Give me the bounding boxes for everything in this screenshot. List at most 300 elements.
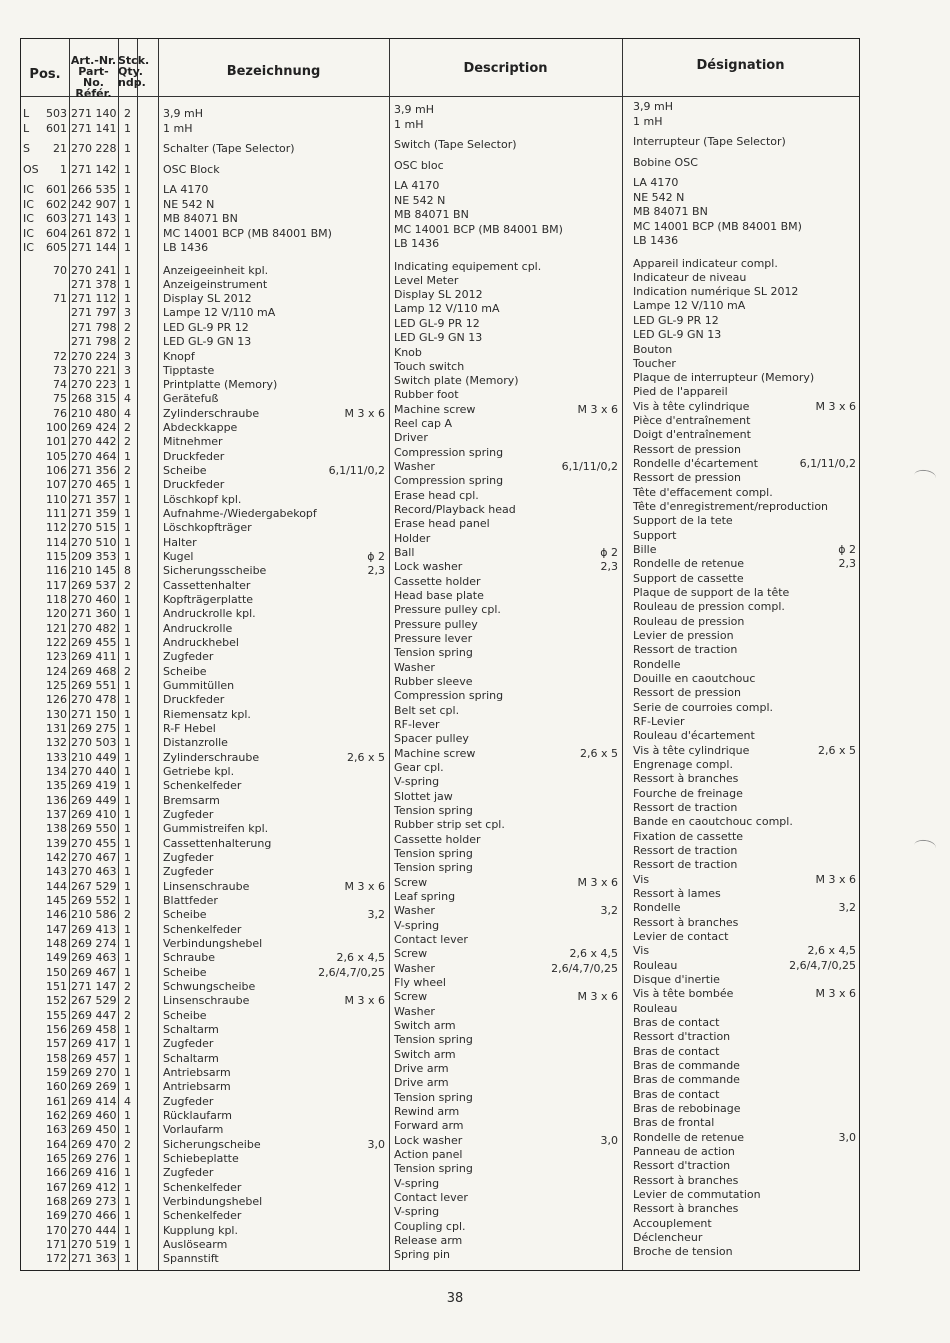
row-pos: 122: [46, 636, 67, 649]
row-qty: 1: [124, 593, 131, 606]
row-bezeichnung-value: M 3 x 6: [344, 407, 385, 420]
row-qty: 1: [124, 478, 131, 491]
row-description: Driver: [394, 431, 428, 444]
row-bezeichnung: Schenkelfeder: [163, 779, 242, 792]
row-bezeichnung: Getriebe kpl.: [163, 765, 235, 778]
row-qty: 1: [124, 1123, 131, 1136]
header-artnr: [69, 55, 118, 99]
row-qty: 3: [124, 306, 131, 319]
row-designation: Rondelle: [633, 658, 681, 671]
row-bezeichnung: Linsenschraube: [163, 994, 250, 1007]
row-pos: 171: [46, 1238, 67, 1251]
row-pos: 151: [46, 980, 67, 993]
row-description: Erase head panel: [394, 517, 490, 530]
row-description: Action panel: [394, 1148, 463, 1161]
row-description: Indicating equipement cpl.: [394, 260, 542, 273]
row-qty: 4: [124, 392, 131, 405]
row-designation: Fourche de freinage: [633, 787, 743, 800]
row-bezeichnung: 1 mH: [163, 122, 193, 135]
header-artnr-de: Art.-Nr.: [70, 54, 117, 67]
row-description: Rubber foot: [394, 388, 459, 401]
row-description: Holder: [394, 532, 431, 545]
row-bezeichnung: Distanzrolle: [163, 736, 228, 749]
row-bezeichnung: Antriebsarm: [163, 1080, 231, 1093]
row-designation: Ressort de traction: [633, 844, 738, 857]
row-art-nr: 269 460: [71, 1109, 117, 1122]
row-description: Washer: [394, 661, 435, 674]
row-description: Tension spring: [394, 1162, 473, 1175]
row-pos: 135: [46, 779, 67, 792]
row-description: V-spring: [394, 1177, 440, 1190]
row-pos: 116: [46, 564, 67, 577]
row-description: Switch plate (Memory): [394, 374, 519, 387]
row-designation-value: ϕ 2: [838, 543, 856, 556]
row-designation: Tête d'enregistrement/reproduction: [633, 500, 829, 513]
row-designation: Ressort à branches: [633, 1202, 739, 1215]
row-description: NE 542 N: [394, 194, 446, 207]
row-description: Pressure lever: [394, 632, 473, 645]
row-prefix: IC: [23, 241, 34, 254]
row-pos: 166: [46, 1166, 67, 1179]
row-bezeichnung: Scheibe: [163, 464, 207, 477]
row-qty: 1: [124, 142, 131, 155]
row-designation: Bras de contact: [633, 1088, 720, 1101]
row-pos: 134: [46, 765, 67, 778]
row-bezeichnung: OSC Block: [163, 163, 220, 176]
row-qty: 8: [124, 564, 131, 577]
row-description: Compression spring: [394, 689, 504, 702]
row-description: LA 4170: [394, 179, 440, 192]
row-bezeichnung: Bremsarm: [163, 794, 220, 807]
row-designation: Douille en caoutchouc: [633, 672, 756, 685]
row-bezeichnung: Schaltarm: [163, 1052, 219, 1065]
row-description: Tension spring: [394, 1091, 473, 1104]
row-art-nr: 261 872: [71, 227, 117, 240]
row-pos: 112: [46, 521, 67, 534]
row-art-nr: 270 463: [71, 865, 117, 878]
row-bezeichnung: Zylinderschraube: [163, 407, 260, 420]
row-designation: Serie de courroies compl.: [633, 701, 774, 714]
row-art-nr: 270 464: [71, 450, 117, 463]
row-art-nr: 271 797: [71, 306, 117, 319]
row-designation-value: M 3 x 6: [815, 873, 856, 886]
row-art-nr: 270 466: [71, 1209, 117, 1222]
row-description: Screw: [394, 947, 428, 960]
row-designation: Ressort de pression: [633, 443, 741, 456]
row-qty: 1: [124, 1209, 131, 1222]
row-art-nr: 271 357: [71, 493, 117, 506]
row-pos: 117: [46, 579, 67, 592]
row-qty: 1: [124, 1195, 131, 1208]
row-designation-value: 6,1/11/0,2: [799, 457, 856, 470]
row-qty: 1: [124, 779, 131, 792]
row-qty: 1: [124, 865, 131, 878]
row-description: V-spring: [394, 775, 440, 788]
row-qty: 1: [124, 622, 131, 635]
row-bezeichnung: Spannstift: [163, 1252, 219, 1265]
row-designation: Ressort à branches: [633, 772, 739, 785]
row-description: Forward arm: [394, 1119, 464, 1132]
row-bezeichnung: Printplatte (Memory): [163, 378, 278, 391]
row-art-nr: 270 221: [71, 364, 117, 377]
row-description: MC 14001 BCP (MB 84001 BM): [394, 223, 563, 236]
row-designation: Tête d'effacement compl.: [633, 486, 773, 499]
row-description: 3,9 mH: [394, 103, 434, 116]
row-art-nr: 269 276: [71, 1152, 117, 1165]
row-pos: 115: [46, 550, 67, 563]
row-qty: 1: [124, 923, 131, 936]
row-qty: 1: [124, 1181, 131, 1194]
row-pos: 162: [46, 1109, 67, 1122]
row-designation: Support: [633, 529, 677, 542]
row-bezeichnung: Druckfeder: [163, 693, 225, 706]
row-art-nr: 269 424: [71, 421, 117, 434]
row-art-nr: 270 460: [71, 593, 117, 606]
row-qty: 1: [124, 880, 131, 893]
row-pos: 125: [46, 679, 67, 692]
row-bezeichnung: Display SL 2012: [163, 292, 252, 305]
row-bezeichnung-value: ϕ 2: [367, 550, 385, 563]
row-description: Contact lever: [394, 933, 468, 946]
row-description-value: 2,3: [600, 560, 618, 573]
row-designation: Rondelle: [633, 901, 681, 914]
row-qty: 2: [124, 335, 131, 348]
row-designation: Ressort de traction: [633, 858, 738, 871]
row-art-nr: 209 353: [71, 550, 117, 563]
row-bezeichnung: MC 14001 BCP (MB 84001 BM): [163, 227, 332, 240]
row-art-nr: 266 535: [71, 183, 117, 196]
row-designation-value: M 3 x 6: [815, 400, 856, 413]
row-bezeichnung: Zugfeder: [163, 865, 214, 878]
row-designation: Indication numérique SL 2012: [633, 285, 799, 298]
row-description: Level Meter: [394, 274, 459, 287]
row-pos: 139: [46, 837, 67, 850]
row-pos: 163: [46, 1123, 67, 1136]
row-art-nr: 270 519: [71, 1238, 117, 1251]
header-artnr-en: Part-No.: [78, 65, 109, 89]
row-qty: 1: [124, 1238, 131, 1251]
row-designation: Vis à tête cylindrique: [633, 744, 750, 757]
row-designation: Broche de tension: [633, 1245, 733, 1258]
row-bezeichnung: Anzeigeinstrument: [163, 278, 268, 291]
row-description-value: 3,0: [600, 1134, 618, 1147]
row-art-nr: 270 478: [71, 693, 117, 706]
row-pos: 601: [46, 183, 67, 196]
row-designation: Rouleau de pression compl.: [633, 600, 785, 613]
row-designation: Rondelle d'écartement: [633, 457, 758, 470]
row-designation: Toucher: [633, 357, 676, 370]
row-bezeichnung: LED GL-9 GN 13: [163, 335, 252, 348]
row-description: Drive arm: [394, 1062, 449, 1075]
row-bezeichnung-value: 2,6 x 4,5: [336, 951, 385, 964]
row-bezeichnung: MB 84071 BN: [163, 212, 238, 225]
row-qty: 2: [124, 980, 131, 993]
row-designation: NE 542 N: [633, 191, 685, 204]
row-pos: 148: [46, 937, 67, 950]
row-art-nr: 271 363: [71, 1252, 117, 1265]
row-pos: 132: [46, 736, 67, 749]
row-pos: 160: [46, 1080, 67, 1093]
row-qty: 1: [124, 1066, 131, 1079]
row-art-nr: 269 412: [71, 1181, 117, 1194]
row-pos: 172: [46, 1252, 67, 1265]
row-description: Slottet jaw: [394, 790, 453, 803]
row-designation: Plaque de support de la tête: [633, 586, 790, 599]
row-art-nr: 271 144: [71, 241, 117, 254]
row-description: RF-lever: [394, 718, 440, 731]
row-designation: Vis: [633, 873, 650, 886]
row-bezeichnung: Rücklaufarm: [163, 1109, 232, 1122]
row-description: OSC bloc: [394, 159, 444, 172]
row-qty: 1: [124, 227, 131, 240]
row-designation: Ressort de traction: [633, 801, 738, 814]
row-description: MB 84071 BN: [394, 208, 469, 221]
row-qty: 2: [124, 908, 131, 921]
row-bezeichnung: Scheibe: [163, 1009, 207, 1022]
row-art-nr: 271 140: [71, 107, 117, 120]
row-qty: 1: [124, 1023, 131, 1036]
row-description: Screw: [394, 990, 428, 1003]
row-qty: 1: [124, 1166, 131, 1179]
row-qty: 1: [124, 894, 131, 907]
row-pos: 165: [46, 1152, 67, 1165]
row-bezeichnung: Schwungscheibe: [163, 980, 256, 993]
row-pos: 170: [46, 1224, 67, 1237]
row-art-nr: 269 416: [71, 1166, 117, 1179]
row-description: Machine screw: [394, 403, 476, 416]
row-qty: 2: [124, 107, 131, 120]
row-pos: 138: [46, 822, 67, 835]
row-qty: 1: [124, 163, 131, 176]
row-pos: 152: [46, 994, 67, 1007]
row-art-nr: 210 480: [71, 407, 117, 420]
row-pos: 100: [46, 421, 67, 434]
row-designation: Ressort de pression: [633, 471, 741, 484]
row-designation-value: 3,0: [838, 1131, 856, 1144]
row-description: Switch arm: [394, 1048, 456, 1061]
row-qty: 1: [124, 1152, 131, 1165]
row-art-nr: 269 551: [71, 679, 117, 692]
row-art-nr: 210 449: [71, 751, 117, 764]
row-bezeichnung: Schiebeplatte: [163, 1152, 239, 1165]
row-designation-value: 3,2: [838, 901, 856, 914]
row-description: Erase head cpl.: [394, 489, 479, 502]
row-description: Leaf spring: [394, 890, 456, 903]
parts-list-table: [20, 38, 860, 1271]
row-art-nr: 271 112: [71, 292, 117, 305]
row-art-nr: 269 450: [71, 1123, 117, 1136]
row-qty: 2: [124, 1009, 131, 1022]
row-bezeichnung: Scheibe: [163, 966, 207, 979]
row-art-nr: 269 447: [71, 1009, 117, 1022]
row-pos: 21: [53, 142, 67, 155]
row-designation: Vis: [633, 944, 650, 957]
row-pos: 145: [46, 894, 67, 907]
row-description: Touch switch: [394, 360, 465, 373]
row-bezeichnung-value: 2,6/4,7/0,25: [318, 966, 385, 979]
row-qty: 4: [124, 407, 131, 420]
row-bezeichnung: Blattfeder: [163, 894, 218, 907]
row-description: LED GL-9 GN 13: [394, 331, 483, 344]
header-pos: Pos.: [29, 67, 61, 82]
row-prefix: OS: [23, 163, 39, 176]
row-designation: Levier de contact: [633, 930, 729, 943]
row-designation: Rouleau d'écartement: [633, 729, 755, 742]
row-description-value: 3,2: [600, 904, 618, 917]
row-bezeichnung: Löschkopfträger: [163, 521, 252, 534]
row-art-nr: 269 470: [71, 1138, 117, 1151]
row-designation: Vis à tête cylindrique: [633, 400, 750, 413]
row-bezeichnung: Zylinderschraube: [163, 751, 260, 764]
row-art-nr: 269 552: [71, 894, 117, 907]
row-description-value: M 3 x 6: [577, 403, 618, 416]
row-art-nr: 269 414: [71, 1095, 117, 1108]
row-pos: 110: [46, 493, 67, 506]
row-designation: Bras de contact: [633, 1016, 720, 1029]
row-bezeichnung: Schenkelfeder: [163, 1181, 242, 1194]
row-bezeichnung: Verbindungshebel: [163, 1195, 263, 1208]
row-description: Drive arm: [394, 1076, 449, 1089]
row-designation: Rondelle de retenue: [633, 1131, 745, 1144]
header-designation: Désignation: [696, 58, 785, 73]
row-pos: 503: [46, 107, 67, 120]
row-pos: 156: [46, 1023, 67, 1036]
row-pos: 137: [46, 808, 67, 821]
page-number: 38: [446, 1291, 464, 1306]
row-qty: 1: [124, 736, 131, 749]
row-art-nr: 270 442: [71, 435, 117, 448]
row-designation: 3,9 mH: [633, 100, 673, 113]
row-pos: 107: [46, 478, 67, 491]
row-qty: 1: [124, 536, 131, 549]
row-pos: 133: [46, 751, 67, 764]
column-divider: [158, 39, 159, 1270]
row-bezeichnung: LED GL-9 PR 12: [163, 321, 249, 334]
row-designation: Ressort à branches: [633, 1174, 739, 1187]
row-pos: 70: [53, 264, 67, 277]
row-designation: Bras de commande: [633, 1073, 740, 1086]
row-description: Spring pin: [394, 1248, 451, 1261]
row-pos: 130: [46, 708, 67, 721]
row-art-nr: 270 224: [71, 350, 117, 363]
row-qty: 1: [124, 708, 131, 721]
row-bezeichnung: Kopfträgerplatte: [163, 593, 254, 606]
row-qty: 1: [124, 951, 131, 964]
row-description: V-spring: [394, 1205, 440, 1218]
row-art-nr: 271 150: [71, 708, 117, 721]
row-qty: 1: [124, 521, 131, 534]
row-art-nr: 271 378: [71, 278, 117, 291]
row-qty: 1: [124, 794, 131, 807]
row-description: Washer: [394, 460, 435, 473]
row-art-nr: 210 145: [71, 564, 117, 577]
column-divider: [389, 39, 390, 1270]
row-description: Washer: [394, 1005, 435, 1018]
row-pos: 143: [46, 865, 67, 878]
row-art-nr: 270 510: [71, 536, 117, 549]
row-pos: 76: [53, 407, 67, 420]
row-designation: Bras de contact: [633, 1045, 720, 1058]
row-qty: 1: [124, 966, 131, 979]
row-bezeichnung: LA 4170: [163, 183, 209, 196]
row-prefix: IC: [23, 227, 34, 240]
row-qty: 1: [124, 1252, 131, 1265]
row-bezeichnung: Zugfeder: [163, 1166, 214, 1179]
row-qty: 1: [124, 550, 131, 563]
row-designation: Doigt d'entraînement: [633, 428, 751, 441]
header-artnr-fr: Référ.: [75, 87, 112, 100]
row-qty: 4: [124, 1095, 131, 1108]
header-stck: [118, 54, 150, 89]
row-bezeichnung: Andruckrolle: [163, 622, 233, 635]
row-prefix: IC: [23, 212, 34, 225]
row-pos: 605: [46, 241, 67, 254]
row-description: Tension spring: [394, 861, 473, 874]
row-qty: 1: [124, 1037, 131, 1050]
row-description: Switch arm: [394, 1019, 456, 1032]
row-qty: 1: [124, 1224, 131, 1237]
row-bezeichnung: Sicherungscheibe: [163, 1138, 261, 1151]
row-qty: 3: [124, 350, 131, 363]
row-art-nr: 269 468: [71, 665, 117, 678]
row-bezeichnung: Halter: [163, 536, 197, 549]
row-pos: 168: [46, 1195, 67, 1208]
row-designation: LED GL-9 PR 12: [633, 314, 719, 327]
row-bezeichnung: 3,9 mH: [163, 107, 203, 120]
row-description: Release arm: [394, 1234, 463, 1247]
row-description: Pressure pulley cpl.: [394, 603, 501, 616]
row-art-nr: 270 455: [71, 837, 117, 850]
row-description-value: 6,1/11/0,2: [561, 460, 618, 473]
row-pos: 73: [53, 364, 67, 377]
row-pos: 121: [46, 622, 67, 635]
row-pos: 142: [46, 851, 67, 864]
header-divider: [21, 96, 859, 97]
row-art-nr: 269 463: [71, 951, 117, 964]
row-designation: Panneau de action: [633, 1145, 735, 1158]
row-qty: 1: [124, 198, 131, 211]
row-designation: Disque d'inertie: [633, 973, 720, 986]
row-designation: Rouleau: [633, 959, 678, 972]
row-designation: LED GL-9 GN 13: [633, 328, 722, 341]
row-prefix: IC: [23, 198, 34, 211]
row-designation: Accouplement: [633, 1217, 712, 1230]
row-description: Machine screw: [394, 747, 476, 760]
row-designation: Bande en caoutchouc compl.: [633, 815, 793, 828]
row-designation: Bras de rebobinage: [633, 1102, 741, 1115]
row-pos: 158: [46, 1052, 67, 1065]
row-pos: 1: [60, 163, 67, 176]
row-bezeichnung: Gummitüllen: [163, 679, 235, 692]
row-description: Rubber strip set cpl.: [394, 818, 505, 831]
row-pos: 123: [46, 650, 67, 663]
row-designation-value: 2,6/4,7/0,25: [789, 959, 856, 972]
row-description: Gear cpl.: [394, 761, 444, 774]
row-qty: 1: [124, 507, 131, 520]
row-description: Record/Playback head: [394, 503, 516, 516]
row-description: Display SL 2012: [394, 288, 483, 301]
row-description: Tension spring: [394, 1033, 473, 1046]
row-qty: 1: [124, 822, 131, 835]
row-designation: 1 mH: [633, 115, 663, 128]
row-pos: 111: [46, 507, 67, 520]
row-description: Contact lever: [394, 1191, 468, 1204]
row-pos: 147: [46, 923, 67, 936]
row-pos: 604: [46, 227, 67, 240]
column-divider: [622, 39, 623, 1270]
row-art-nr: 270 467: [71, 851, 117, 864]
row-pos: 124: [46, 665, 67, 678]
